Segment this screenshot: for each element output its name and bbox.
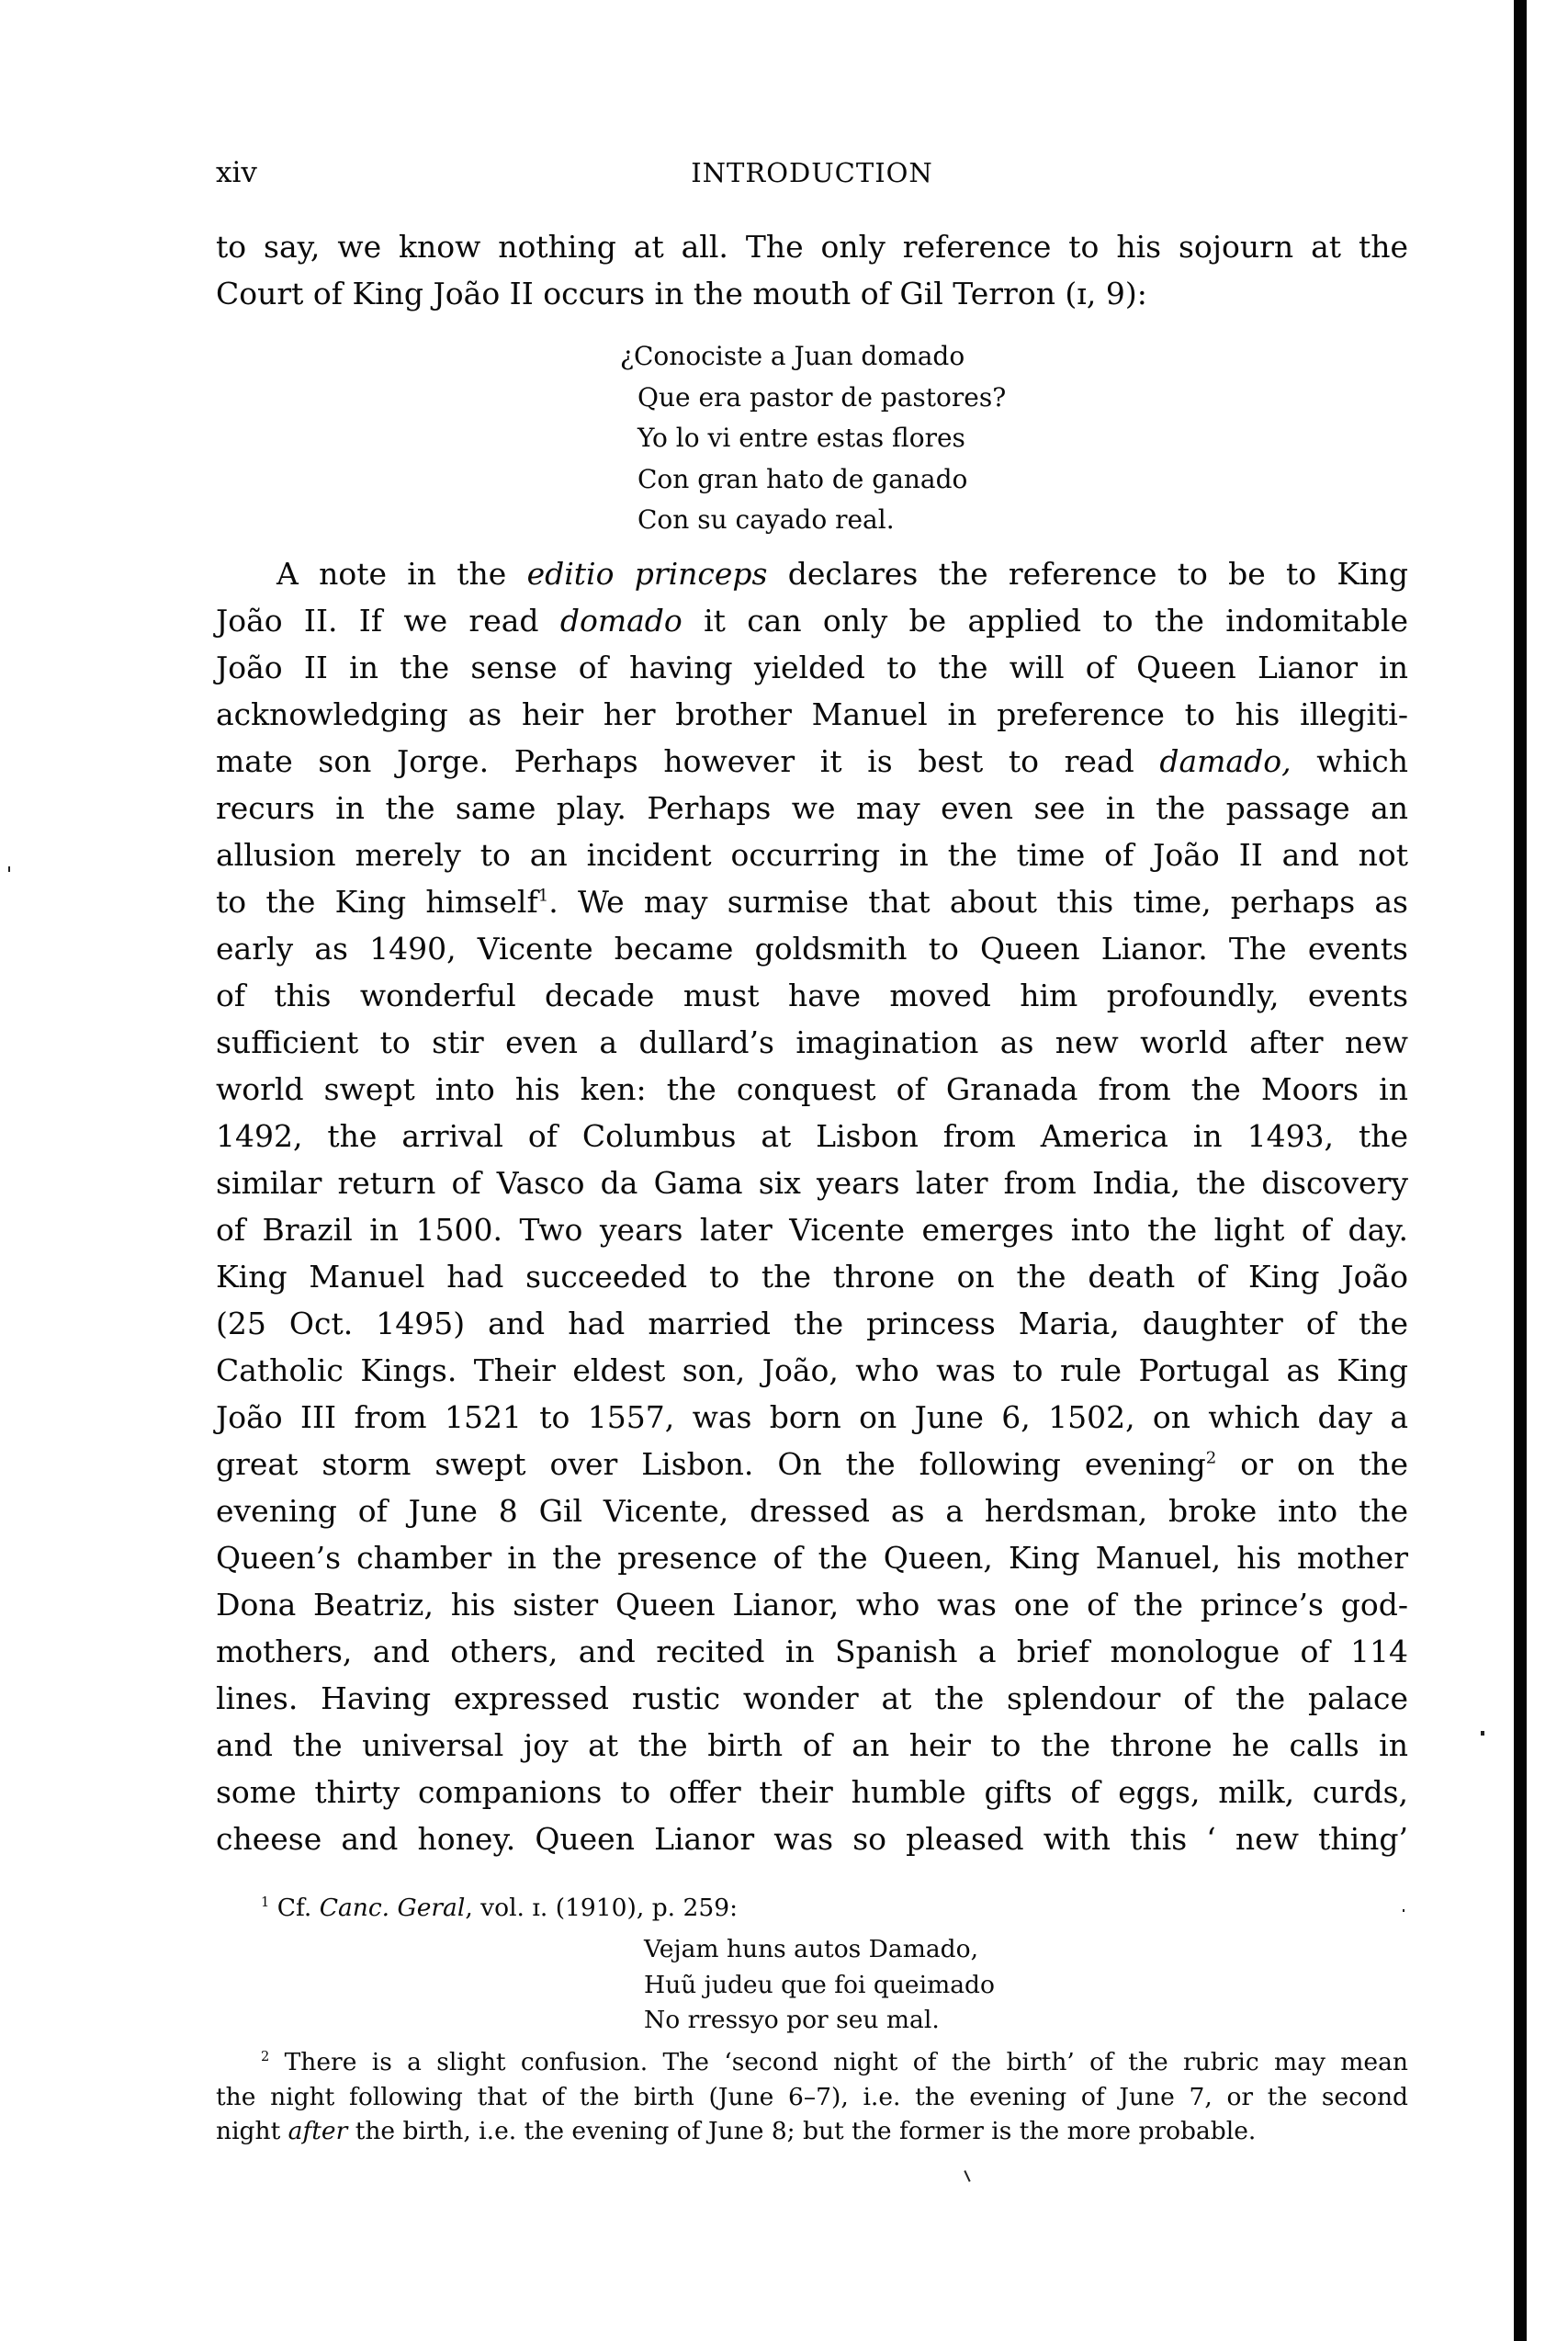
text-run: to the King himself [216,884,538,921]
footnote-verse-line: Vejam huns autos Damado, [644,1935,978,1964]
body-text-line [216,1441,1408,1487]
italic-text: after [288,2117,348,2146]
text-run: mothers, and others, and recited in Spanish a brief monologue of 114 [216,1634,1408,1670]
footnote-verse-line: Huũ judeu que foi queimado [644,1970,995,1999]
text-run: the birth, i.e. the evening of June 8; but the former is the more probable. [347,2117,1257,2146]
text-run: A note in the [276,556,527,593]
text-run: . We may surmise that about this time, perhaps as [548,884,1408,921]
body-text-line [216,831,1408,878]
body-text-line [216,738,1408,785]
body-text-line [216,1159,1408,1206]
text-run: (25 Oct. 1495) and had married the princess Maria, daughter of the [216,1306,1408,1342]
footnote-1 [261,1891,1408,1925]
footnote-marker: 2 [261,2049,270,2065]
footnote-marker: 1 [261,1894,270,1911]
text-run: world swept into his ken: the conquest of Granada from the Moors in [216,1071,1408,1108]
footnote-2-line [216,2080,1408,2114]
text-run: or on the [1216,1446,1408,1483]
text-run: great storm swept over Lisbon. On the following evening [216,1446,1206,1483]
text-run: evening of June 8 Gil Vicente, dressed as a herdsman, broke into the [216,1493,1408,1530]
footnote-reference[interactable]: 2 [1205,1448,1217,1468]
text-run: , vol. ɪ. (1910), p. 259: [465,1894,739,1923]
text-run: of Brazil in 1500. Two years later Vicente emerges into the light of day. [216,1212,1408,1249]
text-run: and the universal joy at the birth of an heir to the throne he calls in [216,1727,1408,1764]
text-run: declares the reference to be to King [767,556,1408,593]
body-text-line [216,878,1408,925]
body-text-line [216,972,1408,1019]
verse-line: Que era pastor de pastores? [637,381,1007,413]
page-number: xiv [216,156,257,189]
body-text-line [216,1066,1408,1113]
text-run: some thirty companions to offer their humble gifts of eggs, milk, curds, [216,1774,1408,1811]
text-run: night [216,2117,288,2146]
text-run: it can only be applied to the indomitable [682,603,1409,639]
text-run: recurs in the same play. Perhaps we may even see in the passage an [216,790,1408,827]
text-run: João II in the sense of having yielded to the will of Queen Lianor in [216,650,1408,686]
body-text-line [216,1675,1408,1722]
body-text-line [216,1628,1408,1675]
body-text-line [216,1815,1408,1862]
body-text-line [216,1206,1408,1253]
body-text-line [216,1581,1408,1628]
text-run: Dona Beatriz, his sister Queen Lianor, who was one of the prince’s god- [216,1587,1408,1623]
verse-line: Con gran hato de ganado [637,463,968,494]
italic-text: domado [559,603,682,639]
body-text-line [216,1253,1408,1300]
text-run: the night following that of the birth (June 6–7), i.e. the evening of June 7, or the second [216,2082,1408,2111]
scan-speck [964,2170,970,2182]
body-text-line [216,691,1408,738]
text-run: cheese and honey. Queen Lianor was so pleased with this ‘ new thing’ [216,1821,1408,1858]
body-text-line [216,1019,1408,1066]
text-run: João III from 1521 to 1557, was born on June 6, 1502, on which day a [216,1399,1408,1436]
scan-edge-bar [1514,0,1527,2341]
body-text-line [216,644,1408,691]
body-text-line [216,1394,1408,1441]
running-title: INTRODUCTION [691,157,933,188]
body-text-line [216,270,1408,317]
text-run: Catholic Kings. Their eldest son, João, who was to rule Portugal as King [216,1352,1408,1389]
body-text-line [216,1722,1408,1769]
text-run: There is a slight confusion. The ‘second night of the birth’ of the rubric may mean [269,2048,1408,2077]
body-text-line [216,223,1408,270]
body-text-line [216,785,1408,831]
verse-line: Con su cayado real. [637,504,895,536]
scan-speck [8,866,10,872]
text-run: early as 1490, Vicente became goldsmith to Queen Lianor. The events [216,931,1408,967]
body-text-line [216,1769,1408,1815]
text-run: lines. Having expressed rustic wonder at the splendour of the palace [216,1680,1408,1717]
body-text-line [276,550,1408,597]
text-run: sufficient to stir even a dullard’s imagination as new world after new [216,1024,1408,1061]
text-run: João II. If we read [216,603,560,639]
italic-text: Canc. Geral [319,1894,466,1923]
text-run: allusion merely to an incident occurring in the time of João II and not [216,837,1408,874]
body-text-line [216,925,1408,972]
text-run: King Manuel had succeeded to the throne on the death of King João [216,1259,1408,1295]
text-run: to say, we know nothing at all. The only reference to his sojourn at the [216,229,1408,266]
body-text-line [216,1300,1408,1347]
text-run: Queen’s chamber in the presence of the Queen, King Manuel, his mother [216,1540,1408,1577]
footnote-2-line [261,2045,1408,2079]
text-run: acknowledging as heir her brother Manuel in preference to his illegiti- [216,696,1408,733]
verse-line: Yo lo vi entre estas flores [637,423,965,454]
italic-text: damado, [1159,743,1292,780]
text-run: Court of King João II occurs in the mouth of Gil Terron (ɪ, 9): [216,276,1147,312]
text-run: Cf. [269,1894,320,1923]
text-run: similar return of Vasco da Gama six years later from India, the discovery [216,1165,1408,1202]
footnote-verse-line: No rressyo por seu mal. [644,2006,940,2035]
body-text-line [216,1113,1408,1159]
body-text-line [216,1487,1408,1534]
text-run: 1492, the arrival of Columbus at Lisbon from America in 1493, the [216,1118,1408,1155]
verse-line: ¿Conociste a Juan domado [620,341,965,372]
body-text-line [216,597,1408,644]
text-run: which [1291,743,1408,780]
text-run: mate son Jorge. Perhaps however it is best to read [216,743,1160,780]
italic-text: editio princeps [526,556,768,593]
footnote-reference[interactable]: 1 [537,886,549,906]
text-run: of this wonderful decade must have moved him profoundly, events [216,978,1408,1014]
body-text-line [216,1347,1408,1394]
body-text-line [216,1534,1408,1581]
footnote-2-line [216,2114,1408,2148]
scan-speck [1481,1731,1484,1736]
